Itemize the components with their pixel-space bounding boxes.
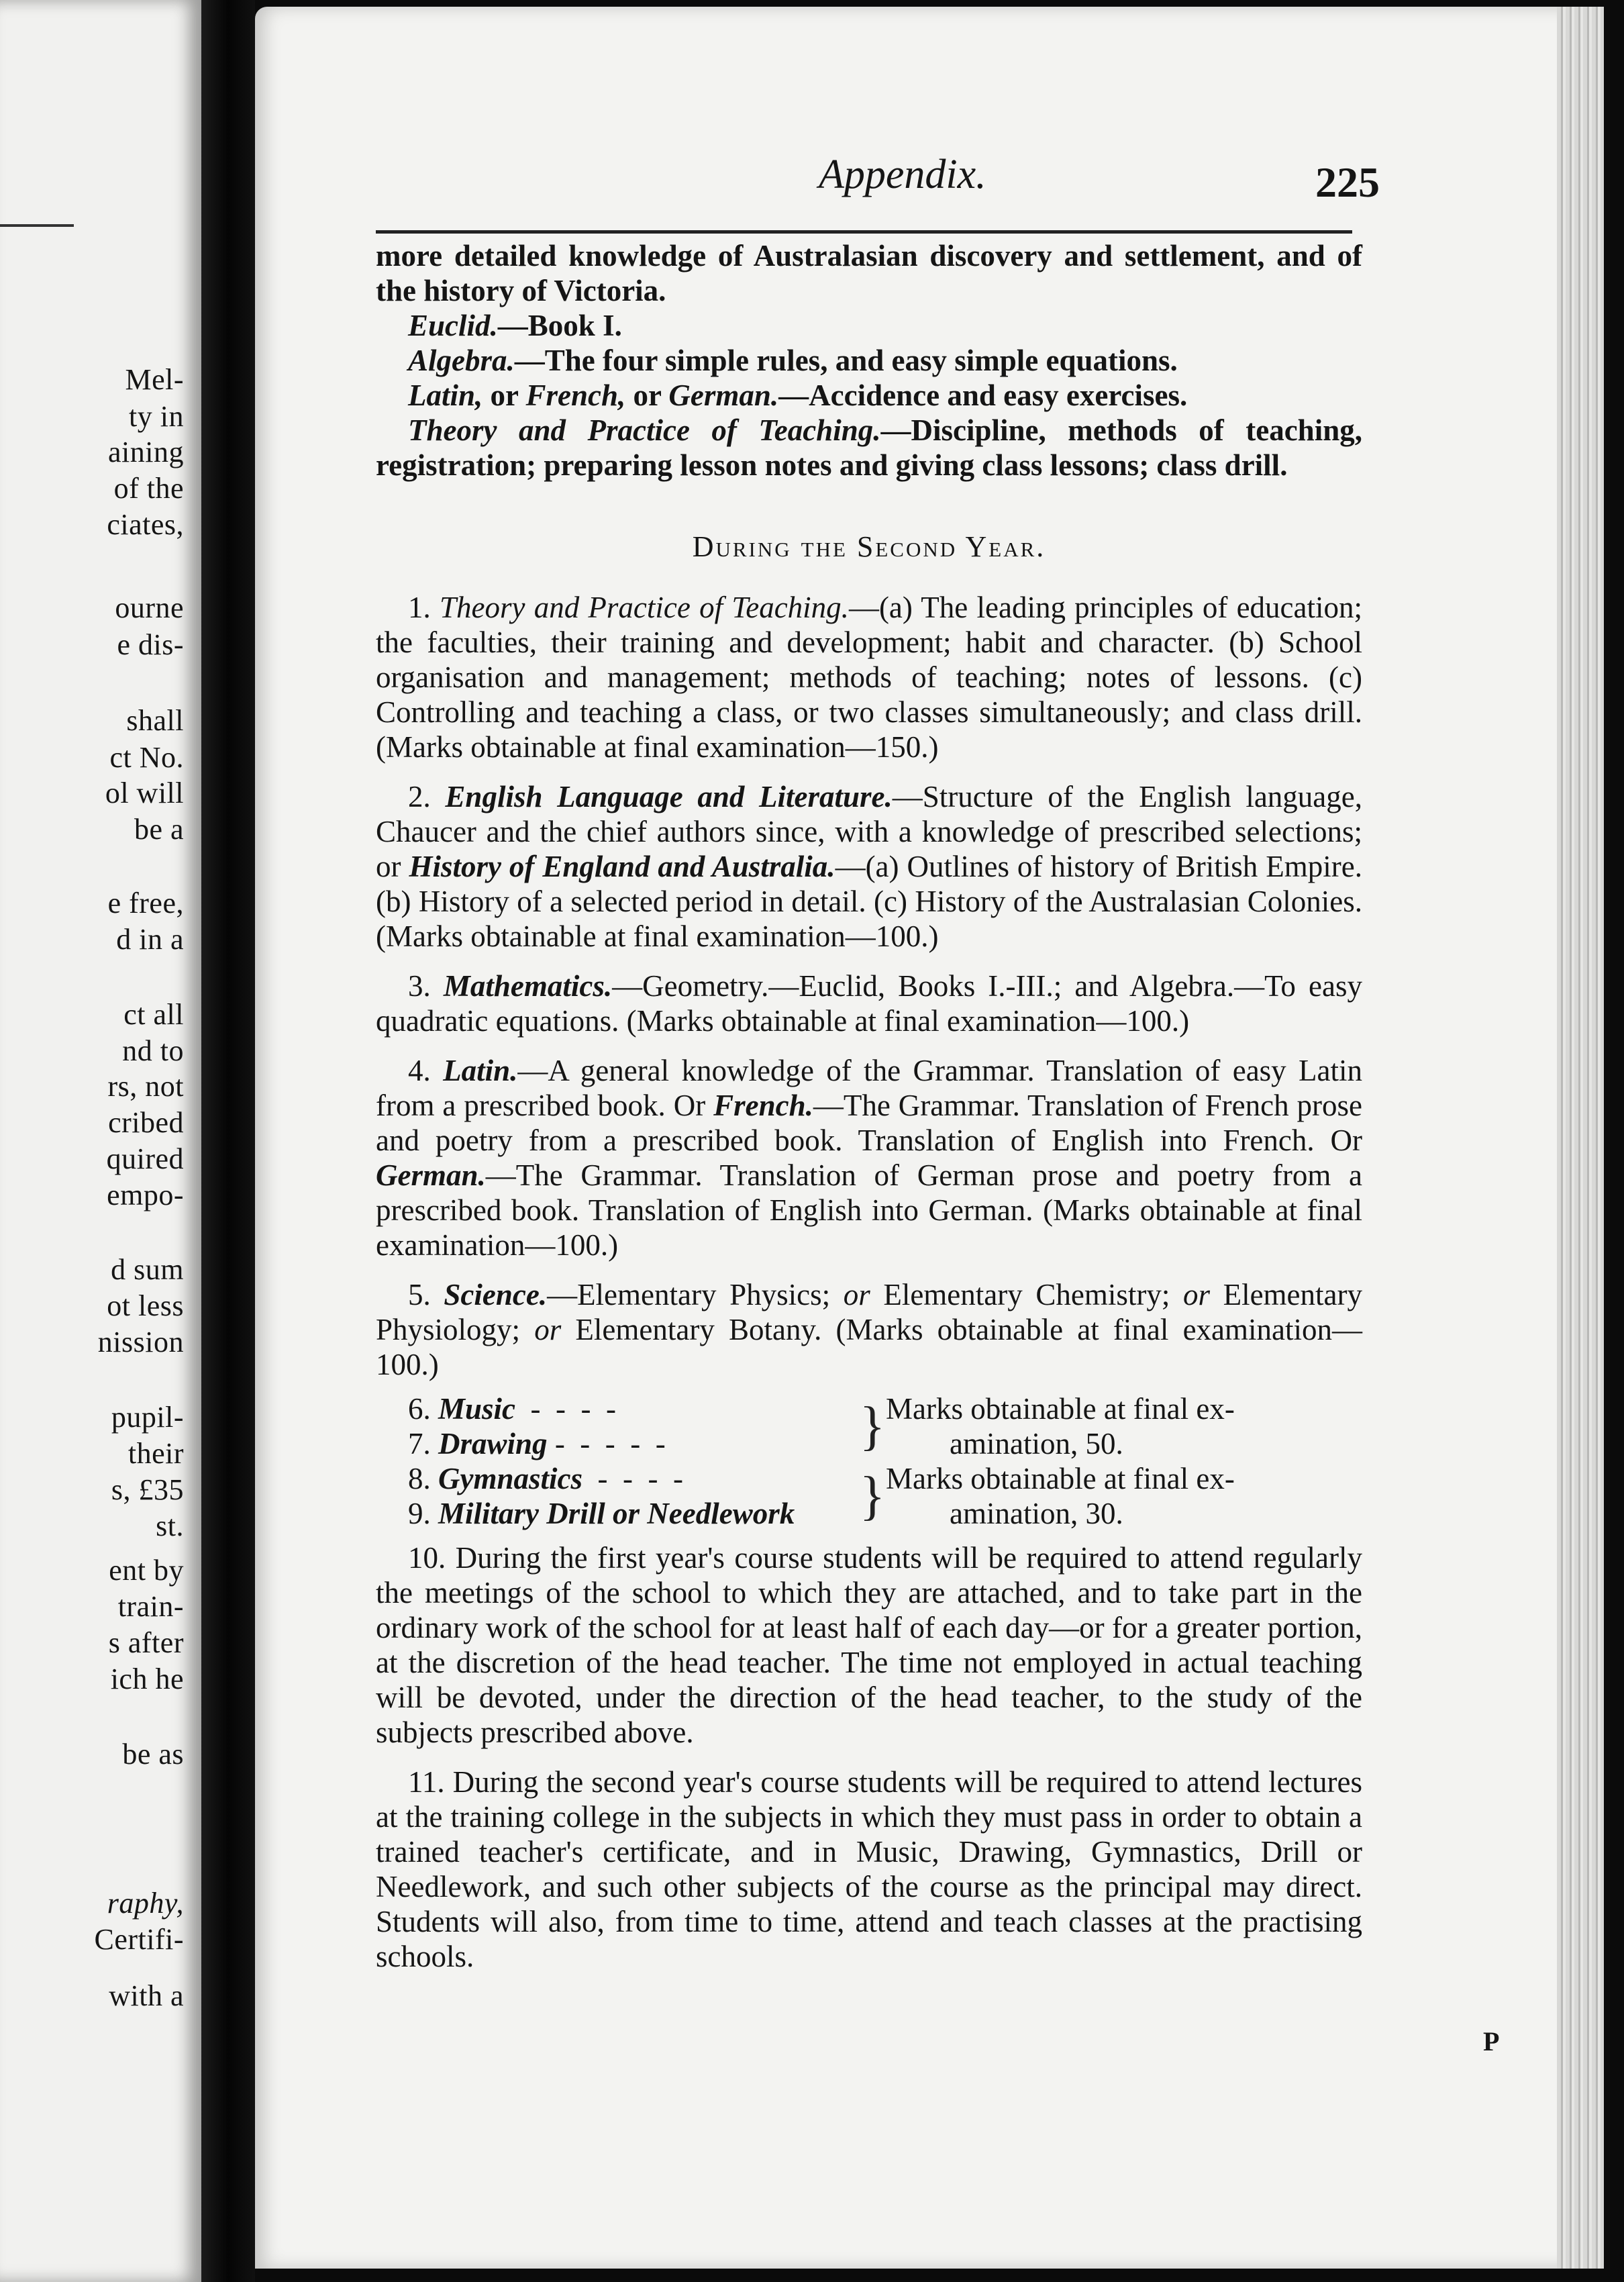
right-page: [255, 7, 1604, 2269]
list-item-music: 6. Music - - - -: [408, 1392, 616, 1426]
list-item-gymnastics: 8. Gymnastics - - - -: [408, 1462, 683, 1495]
left-page-line: raphy,: [107, 1887, 184, 1920]
algebra-line: Algebra.—The four simple rules, and easy simple equations.: [408, 344, 1178, 377]
left-page-line: st.: [156, 1509, 184, 1542]
left-page-line: empo-: [107, 1179, 184, 1211]
item-1-theory: 1. Theory and Practice of Teaching.—(a) The leading principles of education; the faculties, their training and development; habit and character. (b) School organisation and management; methods of teaching; notes of lessons. (c) Controlling and teaching a class, or two classes simultaneously; and class drill. (Marks obtainable at final examination—150.): [376, 591, 1363, 764]
left-page-line: ourne: [115, 591, 184, 624]
left-page-line: shall: [126, 704, 184, 737]
left-page-line: d sum: [111, 1253, 184, 1286]
item-2-english: 2. English Language and Literature.—Structure of the English language, Chaucer and the chief authors since, with a knowledge of prescribed selections; or History of England and Australia.—(a) Outlines of history of British Empire. (b) History of a selected period in detail. (c) History of the Australasian Colonies. (Marks obtainable at final examination—100.): [376, 780, 1363, 953]
left-page-line: s, £35: [111, 1473, 184, 1506]
left-page-line: aining: [108, 436, 184, 468]
page-number: 225: [1315, 158, 1380, 206]
marks-note-50: Marks obtainable at final ex- amination, 50.: [886, 1392, 1235, 1460]
left-page-line: s after: [108, 1626, 184, 1659]
left-page-line: their: [128, 1437, 184, 1470]
euclid-line: Euclid.—Book I.: [408, 309, 622, 342]
left-page-line: train-: [117, 1590, 184, 1623]
left-page-line: be a: [134, 813, 184, 846]
braces: [859, 1391, 886, 1531]
left-page-line: ent by: [109, 1554, 184, 1587]
left-page-line: e free,: [107, 887, 184, 920]
left-page-line: nd to: [122, 1034, 184, 1067]
left-page-line: rs, not: [107, 1070, 184, 1103]
theory-paragraph: Theory and Practice of Teaching.—Discipline, methods of teaching, registration; preparing lesson notes and giving class lessons; class drill.: [376, 413, 1362, 482]
section-heading: During the Second Year.: [692, 530, 1046, 563]
book-gutter: [201, 0, 255, 2282]
left-page-line: ciates,: [107, 508, 184, 541]
item-4-languages: 4. Latin.—A general knowledge of the Grammar. Translation of easy Latin from a prescribed book. Or French.—The Grammar. Translation of French prose and poetry from a prescribed book. Translation of English into French. Or German.—The Grammar. Translation of German prose and poetry from a prescribed book. Translation of English into German. (Marks obtainable at final examination—100.): [376, 1054, 1362, 1262]
list-item-drawing: 7. Drawing - - - - -: [408, 1427, 666, 1460]
left-page-line: Certifi-: [94, 1923, 184, 1956]
left-page-rule: [0, 224, 74, 227]
item-3-mathematics: 3. Mathematics.—Geometry.—Euclid, Books I.-III.; and Algebra.—To easy quadratic equations. (Marks obtainable at final examination—100.): [376, 969, 1362, 1038]
left-page-line: cribed: [108, 1106, 184, 1139]
marks-note-30: Marks obtainable at final ex- amination, 30.: [886, 1462, 1235, 1530]
left-page-line: ol will: [105, 777, 184, 809]
left-page-line: ich he: [110, 1663, 184, 1695]
left-page-line: of the: [113, 472, 184, 505]
signature-mark: P: [1483, 2026, 1500, 2056]
left-page-line: ot less: [107, 1289, 184, 1322]
running-header-title: Appendix.: [819, 152, 986, 197]
list-item-drill-needlework: 9. Military Drill or Needlework: [408, 1497, 795, 1530]
items-6-to-9: [376, 1391, 1362, 1531]
page-edges: [1557, 7, 1604, 2269]
left-facing-page: [0, 0, 201, 2282]
left-page-line: pupil-: [111, 1401, 184, 1434]
left-page-line: nission: [97, 1326, 184, 1358]
left-page-line: ct No.: [109, 741, 184, 774]
brace-top-icon: }: [859, 1397, 886, 1456]
left-page-line: Mel-: [125, 363, 184, 396]
marks-notes: [886, 1391, 1362, 1531]
continuation-paragraph: more detailed knowledge of Australasian discovery and settlement, and of the history of Victoria.: [376, 239, 1362, 307]
left-page-line: quired: [106, 1142, 184, 1175]
subject-list: [376, 1391, 859, 1531]
left-page-line: be as: [122, 1738, 184, 1771]
paragraph-10: 10. During the first year's course students will be required to attend regularly the meetings of the school to which they are attached, and to take part in the ordinary work of the school for at least half of each day—or for a greater portion, at the discretion of the head teacher. The time not employed in actual teaching will be devoted, under the direction of the head teacher, to the study of the subjects prescribed above.: [376, 1541, 1362, 1749]
header-rule: [376, 230, 1352, 234]
paragraph-11: 11. During the second year's course students will be required to attend lectures at the training college in the subjects in which they must pass in order to obtain a trained teacher's certificate, and in Music, Drawing, Gymnastics, Drill or Needlework, and such other subjects of the course as the principal may direct. Students will also, from time to time, attend and teach classes at the practising schools.: [376, 1765, 1362, 1973]
brace-bottom-icon: }: [859, 1467, 886, 1526]
left-page-line: e dis-: [117, 628, 184, 661]
item-5-science: 5. Science.—Elementary Physics; or Elementary Chemistry; or Elementary Physiology; or Elementary Botany. (Marks obtainable at final examination—100.): [376, 1278, 1363, 1381]
languages-line: Latin, or French, or German.—Accidence and easy exercises.: [408, 379, 1188, 412]
left-page-line: ty in: [129, 400, 184, 433]
left-page-line: ct all: [123, 998, 184, 1031]
left-page-line: d in a: [116, 923, 184, 956]
left-page-line: with a: [109, 1979, 184, 2012]
page-body: [376, 238, 1362, 1974]
